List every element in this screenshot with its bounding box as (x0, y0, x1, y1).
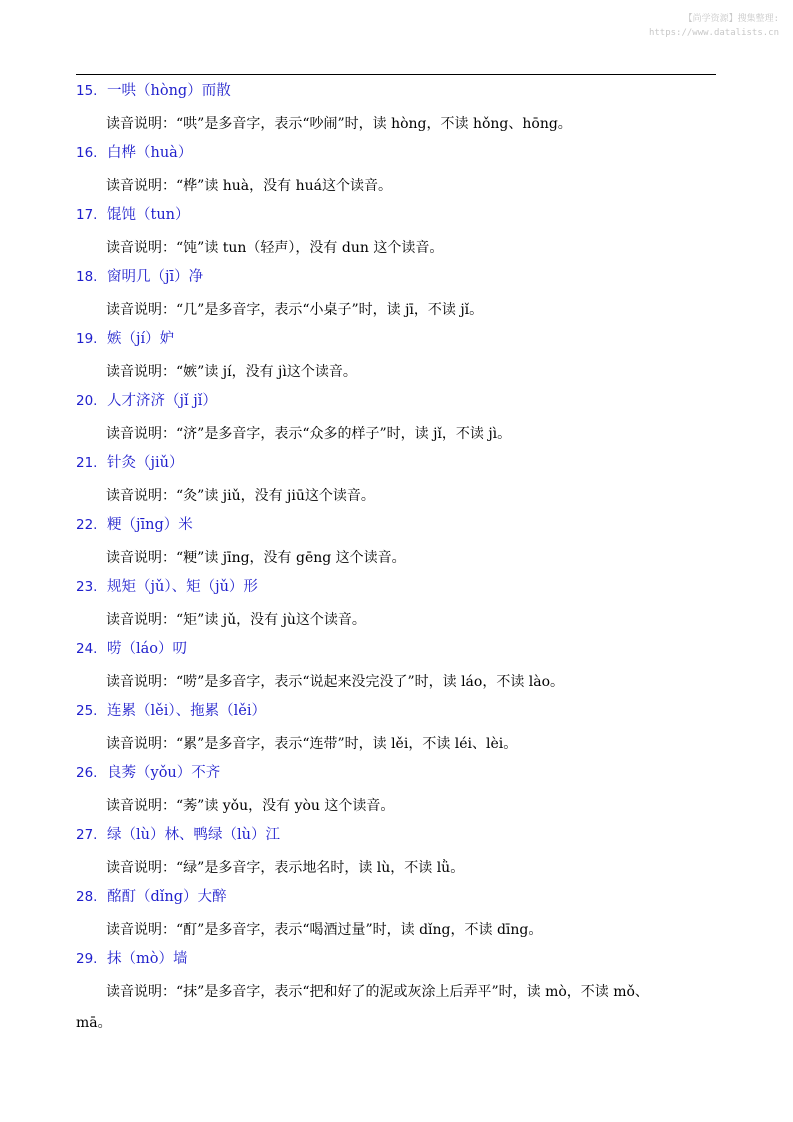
entry-explanation: 读音说明：“嫉”读 jí，没有 jì这个读音。 (106, 364, 357, 380)
watermark-title: 【尚学资源】搜集整理: (683, 14, 779, 24)
entry-heading (76, 884, 721, 915)
entry (76, 140, 721, 202)
entry (76, 884, 721, 946)
entry (76, 636, 721, 698)
entry-number: 29. (76, 951, 98, 967)
entry-heading (76, 636, 721, 667)
entry-number: 16. (76, 145, 98, 161)
entry-word: 粳（jīng）米 (107, 517, 193, 533)
entry (76, 698, 721, 760)
entry-number: 19. (76, 331, 98, 347)
entry-explanation: 读音说明：“几”是多音字，表示“小桌子”时，读 jī，不读 jǐ。 (106, 302, 484, 318)
entry-heading (76, 512, 721, 543)
entry-word: 窗明几（jī）净 (107, 269, 204, 285)
entry-word: 绿（lù）林、鸭绿（lù）江 (107, 827, 280, 843)
entry-explanation: 读音说明：“饨”读 tun（轻声），没有 dun 这个读音。 (106, 240, 444, 256)
entry-explanation: 读音说明：“哄”是多音字，表示“吵闹”时，读 hòng，不读 hǒng、hōng。 (106, 116, 572, 132)
entry-word: 抹（mò）墙 (107, 951, 188, 967)
entry-number: 27. (76, 827, 98, 843)
entry-heading (76, 140, 721, 171)
entry-number: 20. (76, 393, 98, 409)
header-rule (76, 74, 716, 75)
entry-number: 25. (76, 703, 98, 719)
entry-list (76, 78, 721, 1039)
entry-word: 规矩（jǔ）、矩（jǔ）形 (107, 579, 258, 595)
entry-word: 一哄（hòng）而散 (107, 83, 231, 99)
entry-explanation: 读音说明：“绿”是多音字，表示地名时，读 lù，不读 lǜ。 (106, 860, 465, 876)
entry-word: 针灸（jiǔ） (107, 455, 184, 471)
entry (76, 450, 721, 512)
entry-word: 馄饨（tun） (107, 207, 190, 223)
entry (76, 946, 721, 1039)
entry-number: 24. (76, 641, 98, 657)
entry-word: 良莠（yǒu）不齐 (107, 765, 221, 781)
entry-number: 23. (76, 579, 98, 595)
entry (76, 760, 721, 822)
entry (76, 574, 721, 636)
entry (76, 78, 721, 140)
entry-explanation: 读音说明：“唠”是多音字，表示“说起来没完没了”时，读 láo，不读 lào。 (106, 674, 565, 690)
entry (76, 264, 721, 326)
watermark (649, 12, 779, 40)
entry-word: 唠（láo）叨 (107, 641, 188, 657)
entry-heading (76, 388, 721, 419)
entry-explanation: 读音说明：“酊”是多音字，表示“喝酒过量”时，读 dǐng，不读 dīng。 (106, 922, 543, 938)
entry-heading (76, 574, 721, 605)
entry-heading (76, 946, 721, 977)
entry-heading (76, 822, 721, 853)
entry (76, 388, 721, 450)
entry-number: 15. (76, 83, 98, 99)
entry-word: 嫉（jí）妒 (107, 331, 175, 347)
entry-number: 26. (76, 765, 98, 781)
entry (76, 202, 721, 264)
entry-word: 酩酊（dǐng）大醉 (107, 889, 227, 905)
entry-word: 连累（lěi）、拖累（lěi） (107, 703, 266, 719)
entry-explanation: 读音说明：“抹”是多音字，表示“把和好了的泥或灰涂上后弄平”时，读 mò，不读 mǒ、 (106, 984, 649, 1000)
entry-heading (76, 78, 721, 109)
entry-explanation-continued: mā。 (76, 1015, 112, 1031)
entry-number: 21. (76, 455, 98, 471)
watermark-url: https://www.datalists.cn (648, 28, 779, 38)
entry-heading (76, 264, 721, 295)
entry-explanation: 读音说明：“莠”读 yǒu，没有 yòu 这个读音。 (106, 798, 395, 814)
entry-explanation: 读音说明：“灸”读 jiǔ，没有 jiū这个读音。 (106, 488, 375, 504)
entry-number: 28. (76, 889, 98, 905)
entry-heading (76, 450, 721, 481)
entry-explanation: 读音说明：“桦”读 huà，没有 huá这个读音。 (106, 178, 392, 194)
entry-word: 人才济济（jǐ jǐ） (107, 393, 217, 409)
entry (76, 822, 721, 884)
entry-word: 白桦（huà） (107, 145, 193, 161)
entry-number: 22. (76, 517, 98, 533)
entry-heading (76, 760, 721, 791)
entry-heading (76, 202, 721, 233)
entry-number: 17. (76, 207, 98, 223)
entry (76, 326, 721, 388)
entry-explanation: 读音说明：“累”是多音字，表示“连带”时，读 lěi，不读 léi、lèi。 (106, 736, 518, 752)
entry (76, 512, 721, 574)
entry-explanation: 读音说明：“矩”读 jǔ，没有 jù这个读音。 (106, 612, 366, 628)
entry-number: 18. (76, 269, 98, 285)
entry-explanation: 读音说明：“济”是多音字，表示“众多的样子”时，读 jǐ，不读 jì。 (106, 426, 512, 442)
entry-explanation: 读音说明：“粳”读 jīng，没有 gēng 这个读音。 (106, 550, 406, 566)
entry-heading (76, 326, 721, 357)
entry-heading (76, 698, 721, 729)
